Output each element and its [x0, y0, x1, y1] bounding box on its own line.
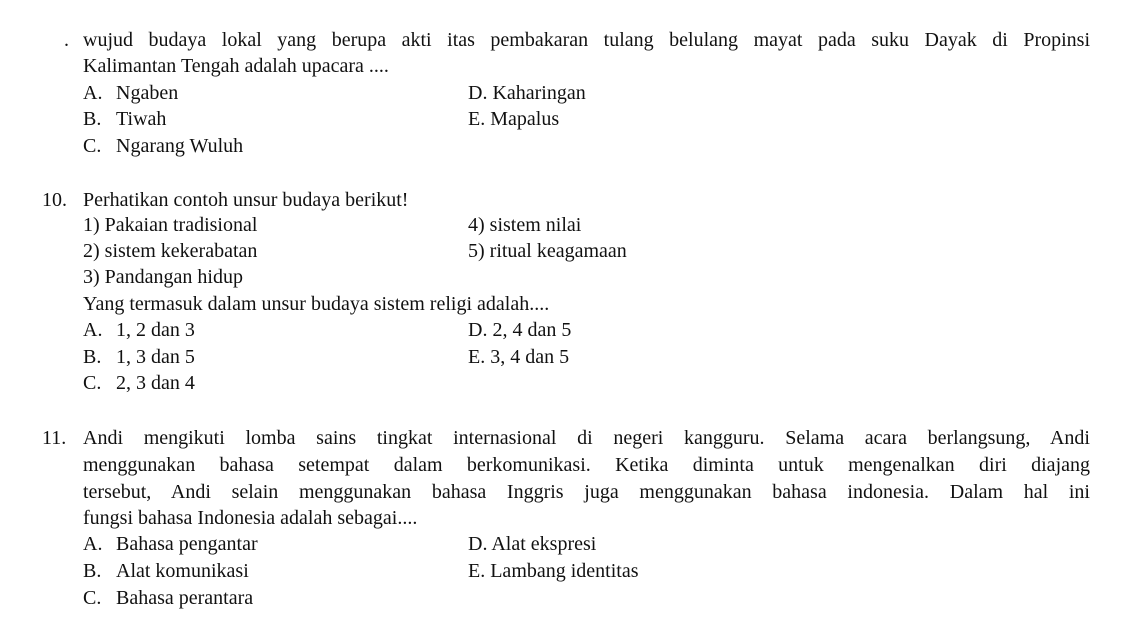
option-letter: B. — [83, 560, 102, 582]
option-letter: E. — [468, 346, 486, 368]
option-letter: A. — [83, 533, 103, 555]
option-a — [83, 317, 195, 343]
option-letter: E. — [468, 108, 486, 130]
question-stem-line: menggunakan bahasa setempat dalam berkomunikasi. Ketika diminta untuk mengenalkan diri diajang — [83, 454, 1090, 476]
option-letter: C. — [83, 372, 102, 394]
option-d — [468, 80, 586, 106]
option-text: 2, 4 dan 5 — [492, 319, 572, 341]
option-text: Mapalus — [490, 108, 560, 130]
option-c — [83, 133, 243, 159]
option-text: 1, 3 dan 5 — [116, 346, 195, 368]
option-text: Lambang identitas — [490, 560, 639, 582]
question-stem: Perhatikan contoh unsur budaya berikut! — [83, 189, 409, 211]
option-letter: B. — [83, 346, 102, 368]
option-text: Alat ekspresi — [491, 533, 597, 555]
option-letter: E. — [468, 560, 486, 582]
list-item: 3) Pandangan hidup — [83, 266, 243, 288]
option-text: Alat komunikasi — [116, 560, 249, 582]
option-letter: C. — [83, 135, 102, 157]
option-text: 2, 3 dan 4 — [116, 372, 195, 394]
list-item: 5) ritual keagamaan — [468, 240, 627, 262]
option-letter: D. — [468, 533, 488, 555]
option-c — [83, 370, 195, 396]
option-letter: D. — [468, 82, 488, 104]
list-item: 1) Pakaian tradisional — [83, 214, 258, 236]
question-prompt: Yang termasuk dalam unsur budaya sistem religi adalah.... — [83, 293, 550, 315]
option-a — [83, 80, 178, 106]
question-stem-line: Andi mengikuti lomba sains tingkat internasional di negeri kangguru. Selama acara berlangsung, Andi — [83, 427, 1090, 449]
option-letter: A. — [83, 82, 103, 104]
question-number: 10. — [42, 189, 67, 211]
question-stem-line: tersebut, Andi selain menggunakan bahasa Inggris juga menggunakan bahasa indonesia. Dalam hal ini — [83, 481, 1090, 503]
list-item: 2) sistem kekerabatan — [83, 240, 258, 262]
option-b — [83, 558, 249, 584]
option-d — [468, 317, 571, 343]
option-text: 3, 4 dan 5 — [490, 346, 570, 368]
option-c — [83, 585, 253, 611]
question-stem-line: fungsi bahasa Indonesia adalah sebagai.... — [83, 507, 418, 529]
option-d — [468, 531, 596, 557]
option-letter: D. — [468, 319, 488, 341]
option-letter: A. — [83, 319, 103, 341]
option-e — [468, 558, 639, 584]
option-b — [83, 344, 195, 370]
option-letter: B. — [83, 108, 102, 130]
option-text: Ngarang Wuluh — [116, 135, 244, 157]
option-b — [83, 106, 166, 132]
question-number: . — [64, 29, 69, 51]
question-stem-line: wujud budaya lokal yang berupa akti itas pembakaran tulang belulang mayat pada suku Dayak di Propinsi — [83, 29, 1090, 51]
option-text: Tiwah — [116, 108, 167, 130]
option-e — [468, 344, 569, 370]
option-text: 1, 2 dan 3 — [116, 319, 195, 341]
question-stem-line: Kalimantan Tengah adalah upacara .... — [83, 55, 389, 77]
option-text: Bahasa perantara — [116, 587, 254, 609]
option-text: Bahasa pengantar — [116, 533, 258, 555]
option-text: Kaharingan — [492, 82, 586, 104]
option-letter: C. — [83, 587, 102, 609]
option-text: Ngaben — [116, 82, 179, 104]
list-item: 4) sistem nilai — [468, 214, 582, 236]
option-a — [83, 531, 258, 557]
question-number: 11. — [42, 427, 67, 449]
option-e — [468, 106, 559, 132]
